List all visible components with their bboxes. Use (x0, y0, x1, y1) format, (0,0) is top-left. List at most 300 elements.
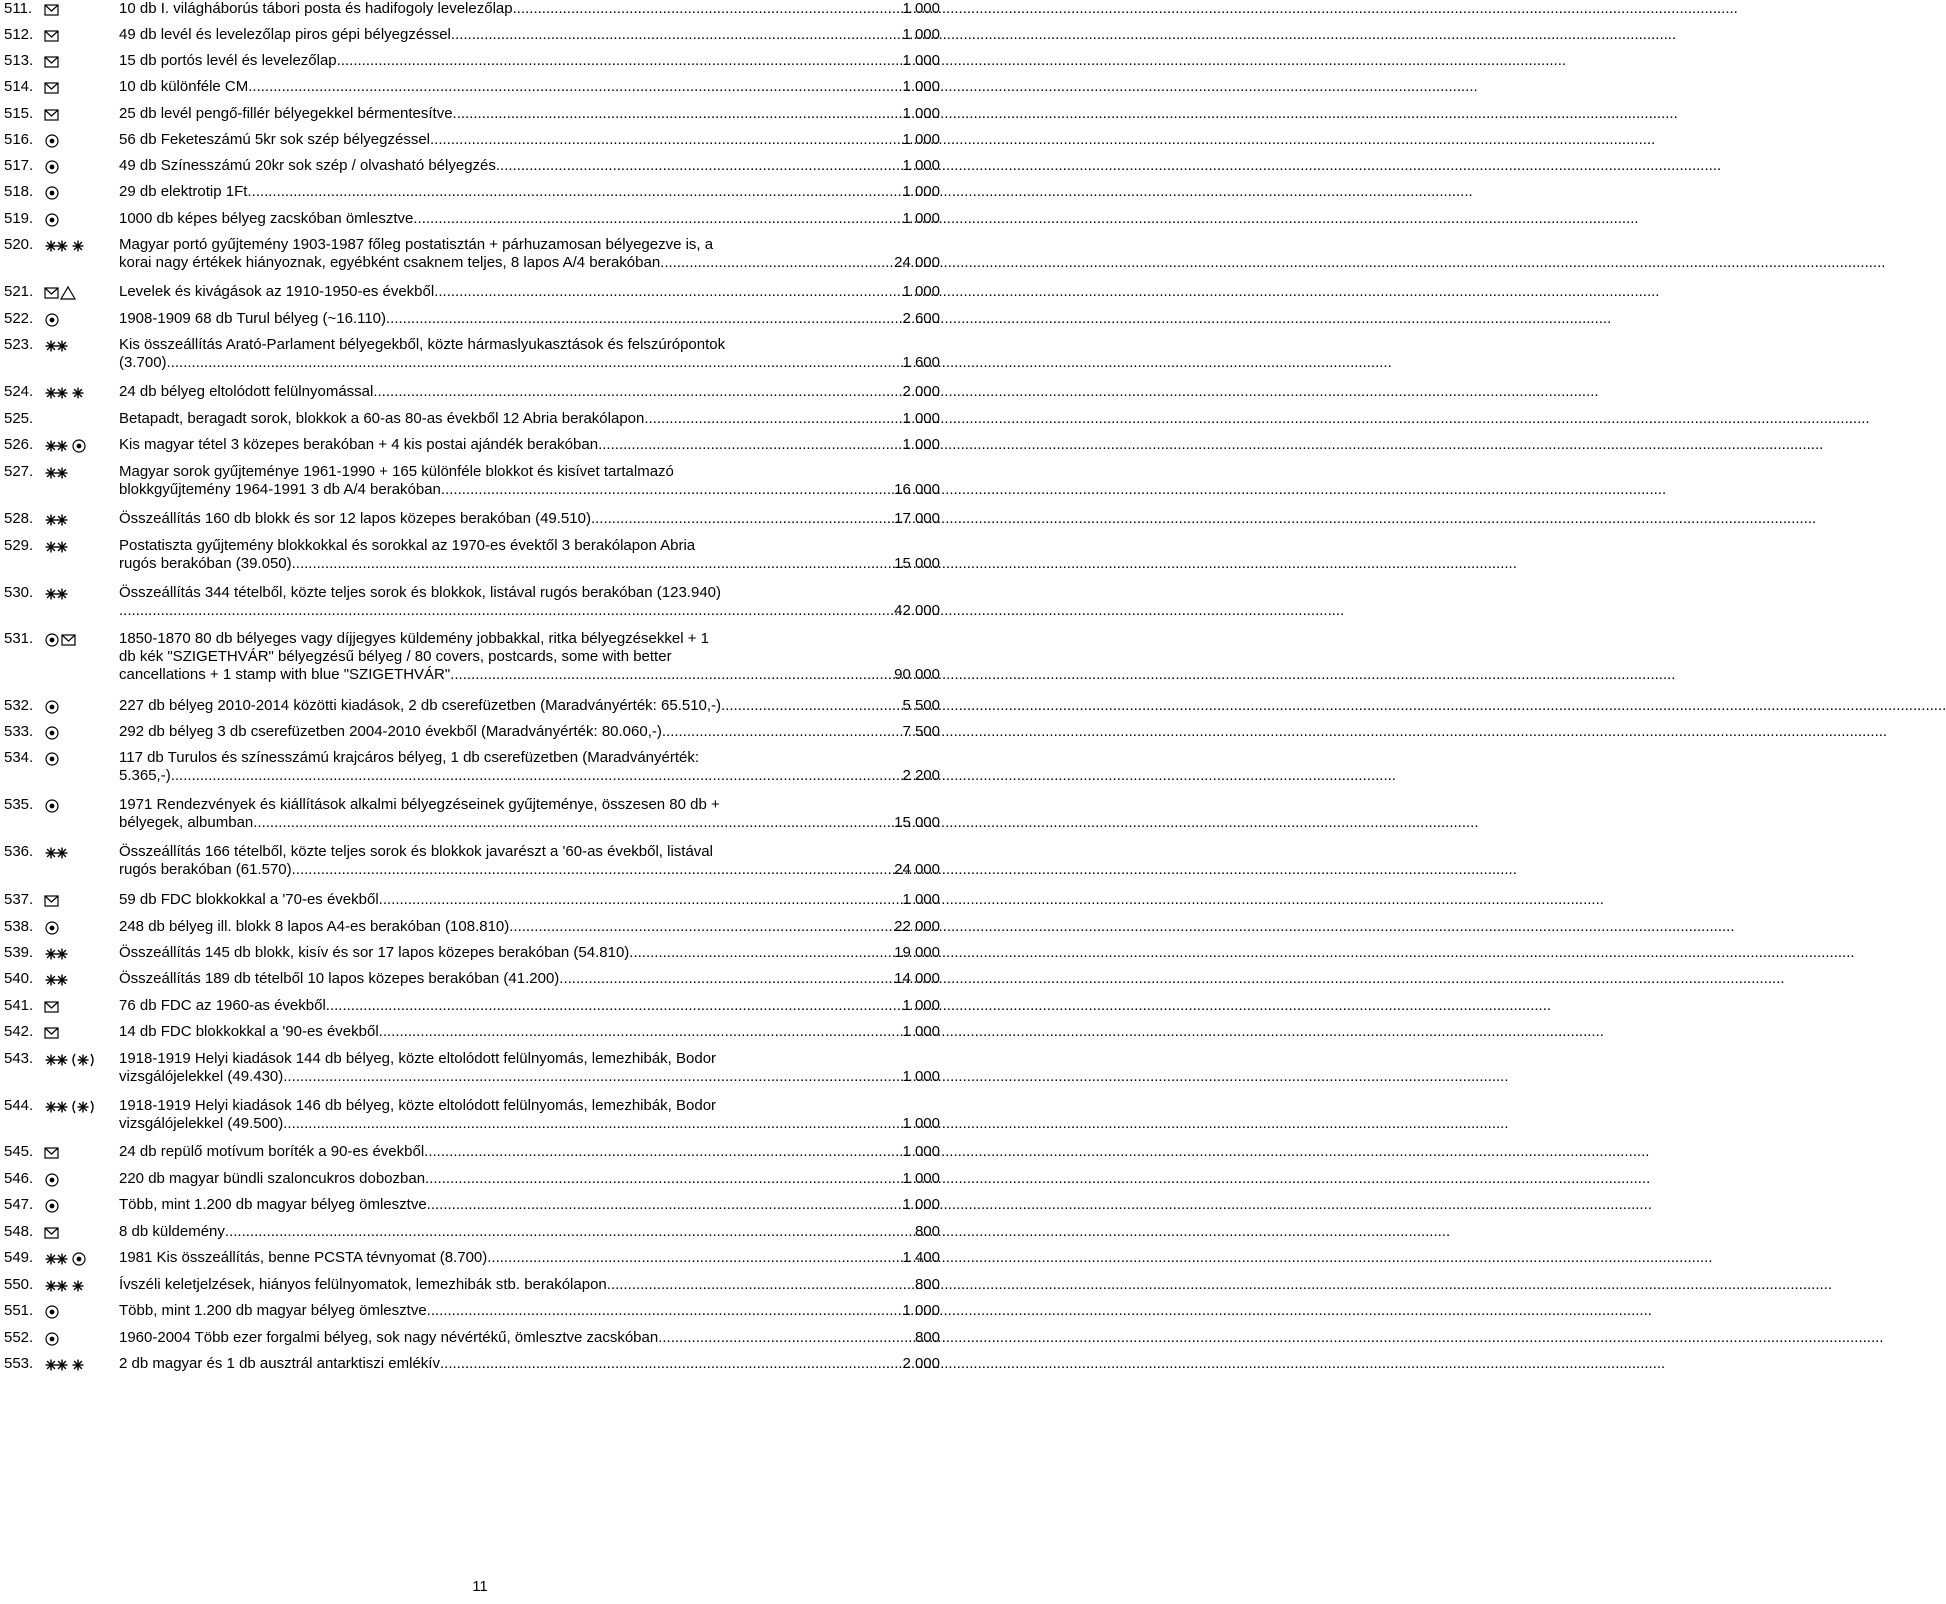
lot-description (119, 749, 940, 785)
description-text: 25 db levél pengő-fillér bélyegekkel bérmentesítve (119, 105, 453, 122)
description-text: 1960-2004 Több ezer forgalmi bélyeg, sok nagy névértékű, ömlesztve zacskóban (119, 1329, 659, 1346)
lot-description (119, 283, 940, 301)
lot-price: 1 000 (902, 210, 940, 227)
lot-icons (44, 1278, 85, 1294)
used-stamp-icon (44, 798, 60, 814)
envelope-icon (44, 285, 59, 301)
lot-price: 1 000 (902, 183, 940, 200)
lot-number: 522. (4, 310, 34, 327)
description-line (119, 1276, 940, 1294)
lot-number: 521. (4, 283, 34, 300)
lot-number: 544. (4, 1097, 34, 1114)
leader-dots (513, 0, 903, 18)
lot-number: 550. (4, 1276, 34, 1293)
leader-dots (292, 861, 894, 879)
lot-description (119, 537, 940, 573)
lot-price: 1 000 (902, 436, 940, 453)
description-line (119, 105, 940, 123)
mnh-icon (44, 438, 70, 454)
used-stamp-icon (44, 185, 60, 201)
lot-description (119, 210, 940, 228)
lot-price: 42 000 (894, 602, 940, 619)
lot-description (119, 236, 940, 272)
description-text: 1918-1919 Helyi kiadások 146 db bélyeg, közte eltolódott felülnyomás, lemezhibák, Bodor (119, 1097, 717, 1114)
lot-icons (44, 107, 59, 123)
description-text: (3.700) (119, 354, 167, 371)
leader-dots (427, 1302, 903, 1320)
lot-icons (44, 946, 70, 962)
lot-price: 90 000 (894, 666, 940, 683)
lot-price: 1 000 (902, 1196, 940, 1213)
lot-description (119, 410, 940, 428)
used-stamp-icon (44, 312, 60, 328)
description-text: Összeállítás 145 db blokk, kisív és sor 17 lapos közepes berakóban (54.810) (119, 944, 630, 961)
used-stamp-icon (44, 632, 60, 648)
lot-price: 1 000 (902, 131, 940, 148)
lot-number: 513. (4, 52, 34, 69)
lot-number: 542. (4, 1023, 34, 1040)
description-line (119, 1196, 940, 1214)
lot-description (119, 891, 940, 909)
used-stamp-icon (44, 1331, 60, 1347)
lot-price: 1 000 (902, 997, 940, 1014)
lot-description (119, 1023, 940, 1041)
leader-dots (487, 1249, 902, 1267)
lot-number: 528. (4, 510, 34, 527)
lot-number: 518. (4, 183, 34, 200)
lot-description (119, 630, 940, 684)
description-line (119, 1143, 940, 1161)
lot-price: 1 000 (902, 1170, 940, 1187)
description-line (119, 767, 940, 785)
description-text: Ívszéli keletjelzések, hiányos felülnyomatok, lemezhibák stb. berakólapon (119, 1276, 607, 1293)
description-text: Betapadt, beragadt sorok, blokkok a 60-as 80-as évekből 12 Abria berakólapon (119, 410, 645, 427)
lot-icons (44, 632, 76, 648)
lot-icons (44, 920, 60, 936)
lot-number: 511. (4, 0, 33, 17)
lot-number: 537. (4, 891, 34, 908)
leader-dots (450, 666, 894, 684)
lot-icons (44, 465, 70, 481)
leader-dots (430, 131, 902, 149)
description-text: 1971 Rendezvények és kiállítások alkalmi bélyegzéseinek gyűjteménye, összesen 80 db + (119, 796, 720, 813)
envelope-icon (44, 107, 59, 123)
description-line (119, 383, 940, 401)
description-text: 1908-1909 68 db Turul bélyeg (~16.110) (119, 310, 387, 327)
description-text: Összeállítás 344 tételből, közte teljes sorok és blokkok, listával rugós berakóban (123.940) (119, 584, 721, 601)
mnh-icon (44, 512, 70, 528)
mnh-icon (44, 1278, 70, 1294)
description-text: 5.365,-) (119, 767, 171, 784)
used-stamp-icon (44, 920, 60, 936)
used-stamp-icon (44, 159, 60, 175)
description-text: rugós berakóban (61.570) (119, 861, 292, 878)
mnh-icon (44, 586, 70, 602)
lot-description (119, 26, 940, 44)
lot-number: 533. (4, 723, 34, 740)
lot-icons (44, 28, 59, 44)
lot-price: 15 000 (894, 555, 940, 572)
leader-dots (225, 1223, 915, 1241)
lot-price: 2 000 (902, 1355, 940, 1372)
leader-dots (292, 555, 894, 573)
description-text: Összeállítás 166 tételből, közte teljes sorok és blokkok javarészt a '60-as évekből, listával (119, 843, 713, 860)
description-text: korai nagy értékek hiányoznak, egyébként csaknem teljes, 8 lapos A/4 berakóban (119, 254, 661, 271)
used-stamp-icon (71, 438, 87, 454)
lot-icons (44, 133, 60, 149)
envelope-icon (44, 54, 59, 70)
description-line (119, 463, 940, 481)
lot-icons (44, 438, 87, 454)
lot-description (119, 336, 940, 372)
leader-dots (496, 157, 903, 175)
description-line (119, 210, 940, 228)
description-line (119, 749, 940, 767)
lot-number: 549. (4, 1249, 34, 1266)
lot-price: 1 600 (902, 354, 940, 371)
mh-icon (71, 1357, 85, 1373)
leader-dots (253, 814, 894, 832)
leader-dots (427, 1196, 903, 1214)
description-line (119, 1329, 940, 1347)
lot-icons (44, 285, 76, 301)
description-text: Összeállítás 189 db tételből 10 lapos közepes berakóban (41.200) (119, 970, 560, 987)
description-text: 24 db bélyeg eltolódott felülnyomással (119, 383, 374, 400)
description-text: Levelek és kivágások az 1910-1950-es évekből (119, 283, 435, 300)
lot-number: 523. (4, 336, 34, 353)
mnh-icon (44, 845, 70, 861)
lot-icons (44, 798, 60, 814)
used-stamp-icon (71, 1251, 87, 1267)
leader-dots (283, 1115, 902, 1133)
lot-description (119, 1196, 940, 1214)
lot-description (119, 1223, 940, 1241)
description-line (119, 310, 940, 328)
leader-dots (283, 1068, 902, 1086)
used-stamp-icon (44, 699, 60, 715)
mnh-icon (44, 238, 70, 254)
envelope-icon (44, 80, 59, 96)
lot-icons (44, 1145, 59, 1161)
description-text: blokkgyűjtemény 1964-1991 3 db A/4 berakóban (119, 481, 441, 498)
description-line (119, 157, 940, 175)
mh-icon (71, 1278, 85, 1294)
lot-icons (44, 999, 59, 1015)
lot-icons (44, 1172, 60, 1188)
leader-dots (721, 697, 902, 715)
lot-description (119, 463, 940, 499)
leader-dots (453, 105, 903, 123)
lot-number: 553. (4, 1355, 34, 1372)
leader-dots (167, 354, 903, 372)
lot-price: 1 000 (902, 1023, 940, 1040)
lot-price: 5 500 (902, 697, 940, 714)
lot-price: 1 000 (902, 1068, 940, 1085)
description-text: 2 db magyar és 1 db ausztrál antarktiszi emlékív (119, 1355, 440, 1372)
description-text: 59 db FDC blokkokkal a '70-es évekből (119, 891, 379, 908)
lot-number: 530. (4, 584, 34, 601)
description-text: 24 db repülő motívum boríték a 90-es évekből (119, 1143, 425, 1160)
description-line (119, 648, 940, 666)
description-line (119, 944, 940, 962)
leader-dots (119, 602, 894, 620)
lot-icons (44, 80, 59, 96)
description-text: 49 db levél és levelezőlap piros gépi bélyegzéssel (119, 26, 451, 43)
lot-price: 1 000 (902, 1302, 940, 1319)
used-stamp-icon (44, 1304, 60, 1320)
lot-number: 536. (4, 843, 34, 860)
description-line (119, 1223, 940, 1241)
description-text: 292 db bélyeg 3 db cserefüzetben 2004-2010 évekből (Maradványérték: 80.060,-) (119, 723, 662, 740)
leader-dots (451, 26, 903, 44)
lot-number: 529. (4, 537, 34, 554)
lot-price: 1 000 (902, 52, 940, 69)
mnh-icon (44, 1052, 70, 1068)
mnh-icon (44, 1099, 70, 1115)
lot-price: 22 000 (894, 918, 940, 935)
description-text: 10 db I. világháborús tábori posta és hadifogoly levelezőlap (119, 0, 513, 17)
leader-dots (341, 52, 903, 70)
leader-dots (441, 481, 894, 499)
lot-number: 539. (4, 944, 34, 961)
description-text: 1918-1919 Helyi kiadások 144 db bélyeg, közte eltolódott felülnyomás, lemezhibák, Bodor (119, 1050, 717, 1067)
lot-number: 514. (4, 78, 34, 95)
lot-price: 1 000 (902, 1143, 940, 1160)
mnh-icon (44, 972, 70, 988)
lot-description (119, 52, 940, 70)
description-line (119, 510, 940, 528)
lot-icons (44, 338, 70, 354)
catalog-page (0, 0, 960, 1604)
description-line (119, 602, 940, 620)
description-line (119, 537, 940, 555)
lot-number: 547. (4, 1196, 34, 1213)
lot-icons (44, 751, 60, 767)
lot-description (119, 918, 940, 936)
description-line (119, 630, 940, 648)
lot-description (119, 0, 940, 18)
envelope-icon (44, 1225, 59, 1241)
description-text: vizsgálójelekkel (49.500) (119, 1115, 284, 1132)
description-text: Összeállítás 160 db blokk és sor 12 lapos közepes berakóban (49.510) (119, 510, 591, 527)
leader-dots (247, 183, 902, 201)
lot-description (119, 723, 940, 741)
description-line (119, 1249, 940, 1267)
lot-description (119, 310, 940, 328)
lot-price: 24 000 (894, 254, 940, 271)
lot-description (119, 131, 940, 149)
lot-description (119, 1143, 940, 1161)
lot-description (119, 997, 940, 1015)
description-line (119, 1115, 940, 1133)
lot-icons (44, 725, 60, 741)
leader-dots (252, 78, 902, 96)
lot-description (119, 510, 940, 528)
description-line (119, 354, 940, 372)
description-line (119, 843, 940, 861)
description-text: Kis magyar tétel 3 közepes berakóban + 4 kis postai ajándék berakóban (119, 436, 599, 453)
description-text: Kis összeállítás Arató-Parlament bélyegekből, közte hármaslyukasztások és felszúrópontok (119, 336, 726, 353)
lot-description (119, 970, 940, 988)
lot-price: 1 000 (902, 0, 940, 17)
description-line (119, 970, 940, 988)
lot-price: 2 200 (902, 767, 940, 784)
lot-icons (44, 512, 70, 528)
lot-price: 1 000 (902, 26, 940, 43)
description-line (119, 1302, 940, 1320)
lot-number: 534. (4, 749, 34, 766)
description-text: 248 db bélyeg ill. blokk 8 lapos A4-es berakóban (108.810) (119, 918, 510, 935)
description-line (119, 1068, 940, 1086)
description-line (119, 918, 940, 936)
description-line (119, 52, 940, 70)
lot-icons (44, 1331, 60, 1347)
description-text: 76 db FDC az 1960-as évekből (119, 997, 326, 1014)
description-text: 15 db portós levél és levelezőlap. (119, 52, 341, 69)
description-line (119, 183, 940, 201)
lot-description (119, 105, 940, 123)
lot-description (119, 1097, 940, 1133)
lot-icons (44, 1198, 60, 1214)
lot-icons (44, 54, 59, 70)
lot-icons (44, 1099, 95, 1115)
description-text: cancellations + 1 stamp with blue "SZIGETHVÁR" (119, 666, 451, 683)
description-text: 117 db Turulos és színesszámú krajcáros bélyeg, 1 db cserefüzetben (Maradványérték: (119, 749, 700, 766)
lot-number: 516. (4, 131, 34, 148)
mnh-icon (44, 946, 70, 962)
used-stamp-icon (44, 751, 60, 767)
description-line (119, 891, 940, 909)
lot-description (119, 584, 940, 620)
lot-price: 1 000 (902, 78, 940, 95)
lot-description (119, 157, 940, 175)
lot-description (119, 436, 940, 454)
lot-price: 2 600 (902, 310, 940, 327)
lot-icons (44, 1304, 60, 1320)
description-line (119, 481, 940, 499)
lot-description (119, 1170, 940, 1188)
lot-icons (44, 312, 60, 328)
description-text: vizsgálójelekkel (49.430) (119, 1068, 284, 1085)
mh-icon (71, 385, 85, 401)
description-line (119, 236, 940, 254)
lot-description (119, 843, 940, 879)
leader-dots (386, 310, 902, 328)
lot-number: 512. (4, 26, 34, 43)
lot-icons (44, 1357, 85, 1373)
lot-price: 2 000 (902, 383, 940, 400)
description-line (119, 555, 940, 573)
description-text: 56 db Feketeszámú 5kr sok szép bélyegzéssel (119, 131, 430, 148)
lot-description (119, 1355, 940, 1373)
description-text: 227 db bélyeg 2010-2014 közötti kiadások, 2 db cserefüzetben (Maradványérték: 65.510,-) (119, 697, 722, 714)
lot-number: 526. (4, 436, 34, 453)
lot-price: 19 000 (894, 944, 940, 961)
mnh-icon (44, 1251, 70, 1267)
leader-dots (509, 918, 894, 936)
lot-number: 532. (4, 697, 34, 714)
lot-icons (44, 238, 85, 254)
description-text: 1000 db képes bélyeg zacskóban ömlesztve (119, 210, 414, 227)
description-line (119, 997, 940, 1015)
lot-number: 525. (4, 410, 34, 427)
lot-price: 15 000 (894, 814, 940, 831)
used-stamp-icon (44, 212, 60, 228)
lot-icons (44, 1052, 95, 1068)
envelope-icon (44, 28, 59, 44)
description-line (119, 78, 940, 96)
mnh-icon (44, 1357, 70, 1373)
description-text: Magyar sorok gyűjteménye 1961-1990 + 165 különféle blokkot és kisívet tartalmazó (119, 463, 674, 480)
leader-dots (440, 1355, 902, 1373)
lot-number: 535. (4, 796, 34, 813)
lot-number: 527. (4, 463, 34, 480)
envelope-icon (61, 632, 76, 648)
lot-number: 545. (4, 1143, 34, 1160)
lot-description (119, 1249, 940, 1267)
description-line (119, 1023, 940, 1041)
leader-dots (559, 970, 894, 988)
description-text: 1981 Kis összeállítás, benne PCSTA tévnyomat (8.700) (119, 1249, 488, 1266)
lot-number: 538. (4, 918, 34, 935)
envelope-icon (44, 1145, 59, 1161)
lot-price: 1 000 (902, 283, 940, 300)
envelope-icon (44, 1025, 59, 1041)
leader-dots (373, 383, 902, 401)
description-text: 1850-1870 80 db bélyeges vagy díjjegyes küldemény jobbakkal, ritka bélyegzésekkel + 1 (119, 630, 709, 647)
lot-price: 1 000 (902, 410, 940, 427)
lot-icons (44, 1225, 59, 1241)
envelope-icon (44, 2, 59, 18)
lot-icons (44, 845, 70, 861)
description-line (119, 814, 940, 832)
triangle-icon (60, 285, 76, 301)
leader-dots (379, 1023, 903, 1041)
lot-number: 543. (4, 1050, 34, 1067)
lot-price: 14 000 (894, 970, 940, 987)
lot-price: 24 000 (894, 861, 940, 878)
mnh-icon (44, 539, 70, 555)
leader-dots (607, 1276, 915, 1294)
description-line (119, 861, 940, 879)
used-stamp-icon (44, 133, 60, 149)
lot-price: 17 000 (894, 510, 940, 527)
lot-description (119, 1329, 940, 1347)
leader-dots (424, 1143, 902, 1161)
lot-price: 16 000 (894, 481, 940, 498)
lot-icons (44, 159, 60, 175)
lot-description (119, 697, 940, 715)
mnh-icon (44, 465, 70, 481)
lot-number: 548. (4, 1223, 34, 1240)
lot-icons (44, 893, 59, 909)
leader-dots (660, 254, 894, 272)
description-text: 10 db különféle CM. (119, 78, 253, 95)
description-line (119, 666, 940, 684)
leader-dots (171, 767, 903, 785)
description-line (119, 436, 940, 454)
leader-dots (434, 283, 902, 301)
description-text: 29 db elektrotip 1Ft (119, 183, 248, 200)
description-line (119, 283, 940, 301)
lot-icons (44, 2, 59, 18)
lot-icons (44, 212, 60, 228)
description-text: rugós berakóban (39.050) (119, 555, 292, 572)
lot-number: 540. (4, 970, 34, 987)
lot-price: 7 500 (902, 723, 940, 740)
lot-icons (44, 385, 85, 401)
description-line (119, 1170, 940, 1188)
